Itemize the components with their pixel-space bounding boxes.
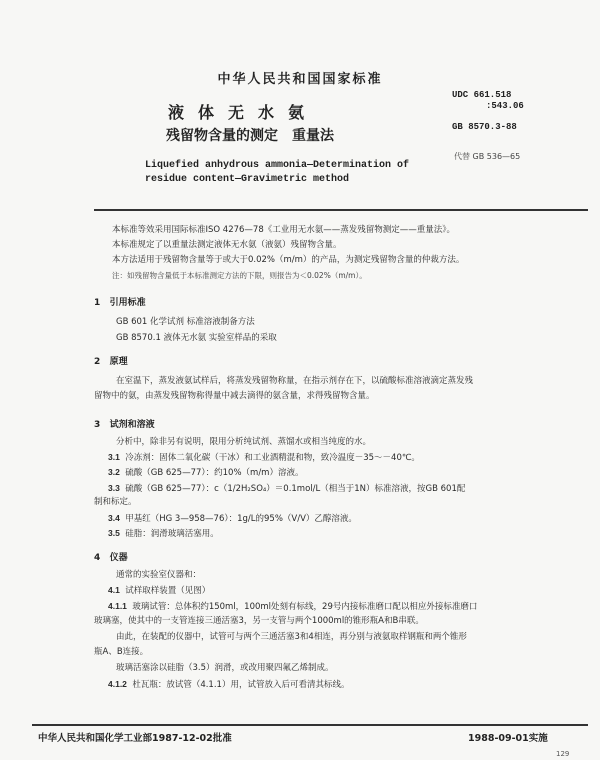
intro-line-3: 本方法适用于残留物含量等于或大于0.02%（m/m）的产品，为测定残留物含量的仲裁方法。 [112,255,465,265]
apparatus-item-number: 4.1.2 [108,679,127,689]
reagent-item-number: 3.2 [108,467,120,477]
approval-statement: 中华人民共和国化学工业部1987-12-02批准 [38,733,232,744]
reagent-item [108,512,357,526]
english-title-line-1: Liquefied anhydrous ammonia—Determination of [145,160,410,171]
reagent-item-text: 硅脂：润滑玻璃活塞用。 [125,529,219,539]
standard-category-title: 中华人民共和国国家标准 [217,72,383,87]
apparatus-continuation: 玻璃塞，使其中的一支管连接三通活塞3，另一支管与两个1000ml的锥形瓶A和B串联。 [94,616,424,626]
reagent-item [108,451,420,465]
intro-line-2: 本标准规定了以重量法测定液体无水氨（液氨）残留物含量。 [112,240,342,250]
apparatus-item [108,678,349,692]
gb-number: GB 8570.3-88 [452,122,517,132]
section-1-number: 1 [94,298,101,308]
section-2-title: 原理 [109,357,128,367]
apparatus-continuation: 玻璃活塞涂以硅脂（3.5）润滑，或改用聚四氟乙烯制成。 [116,663,334,673]
reagent-item-text: 冷冻剂：固体二氧化碳（干冰）和工业酒精混和物，致冷温度－35～－40℃。 [125,453,420,463]
apparatus-intro: 通常的实验室仪器和： [116,570,202,580]
apparatus-continuation: 瓶A、B连接。 [94,647,149,657]
intro-note: 注：如残留物含量低于本标准测定方法的下限，则报告为＜0.02%（m/m）。 [112,271,367,280]
english-title-line-2: residue content—Gravimetric method [145,174,350,185]
section-1-heading [94,295,146,308]
section-3-heading [94,417,155,430]
reagent-item-continuation: 制和标定。 [94,497,137,507]
reagent-item [108,527,219,541]
section-4-title: 仪器 [109,553,128,563]
section-3-number: 3 [94,420,101,430]
udc-code [452,90,524,112]
footer-divider [32,724,588,726]
principle-line-2: 留物中的氨，由蒸发残留物称得量中减去滴得的氨含量，求得残留物含量。 [94,391,375,401]
section-2-heading [94,354,128,367]
apparatus-item-number: 4.1.1 [108,601,127,611]
section-2-number: 2 [94,357,101,367]
document-title-line-1: 液体无水氨 [168,103,319,122]
section-4-heading [94,550,128,563]
reagent-item-text: 甲基红（HG 3—958—76）：1g/L的95%（V/V）乙醇溶液。 [125,514,357,524]
apparatus-continuation: 由此，在装配的仪器中，试管可与两个三通活塞3和4相连，再分别与液氨取样钢瓶和两个锥形 [116,632,467,642]
reference-gb8570-1: GB 8570.1 液体无水氨 实验室样品的采取 [116,333,277,343]
section-1-title: 引用标准 [109,298,146,308]
apparatus-item-number: 4.1 [108,585,120,595]
reagents-intro: 分析中，除非另有说明，限用分析纯试剂、蒸馏水或相当纯度的水。 [116,437,372,447]
header-divider [94,209,588,211]
apparatus-item-text: 杜瓦瓶：放试管（4.1.1）用，试管放入后可看清其标线。 [132,680,350,690]
apparatus-item-text: 玻璃试管：总体积约150ml，100ml处刻有标线，29号内接标准磨口配以相应外接标准磨口 [132,602,478,612]
reagent-item-text: 硫酸（GB 625—77）：约10%（m/m）溶液。 [125,468,304,478]
udc-line-1: UDC 661.518 [452,90,512,100]
reagent-item-number: 3.1 [108,452,120,462]
reagent-item [108,466,303,480]
section-3-title: 试剂和溶液 [109,420,155,430]
reagent-item-text: 硫酸（GB 625—77）：c（1/2H₂SO₄）＝0.1mol/L（相当于1N）标准溶液，按GB 601配 [125,484,466,494]
reagent-item-number: 3.4 [108,513,120,523]
effective-date: 1988-09-01实施 [468,733,548,744]
principle-line-1: 在室温下，蒸发液氨试样后，将蒸发残留物称量，在指示剂存在下，以硫酸标准溶液滴定蒸发残 [116,376,474,386]
section-4-number: 4 [94,553,101,563]
apparatus-item [108,584,210,598]
reagent-item-number: 3.5 [108,528,120,538]
page-number: 129 [556,750,570,758]
apparatus-item [108,600,477,614]
replaces-note: 代替 GB 536—65 [454,152,521,161]
document-title-line-2: 残留物含量的测定 重量法 [166,128,334,144]
intro-line-1: 本标准等效采用国际标准ISO 4276—78《工业用无水氨——蒸发残留物测定——重量法》。 [112,225,455,235]
apparatus-item-text: 试样取样装置（见图） [125,586,211,596]
reference-gb601: GB 601 化学试剂 标准溶液制备方法 [116,317,255,327]
udc-line-2: :543.06 [486,101,524,111]
reagent-item-number: 3.3 [108,483,120,493]
reagent-item [108,482,465,496]
